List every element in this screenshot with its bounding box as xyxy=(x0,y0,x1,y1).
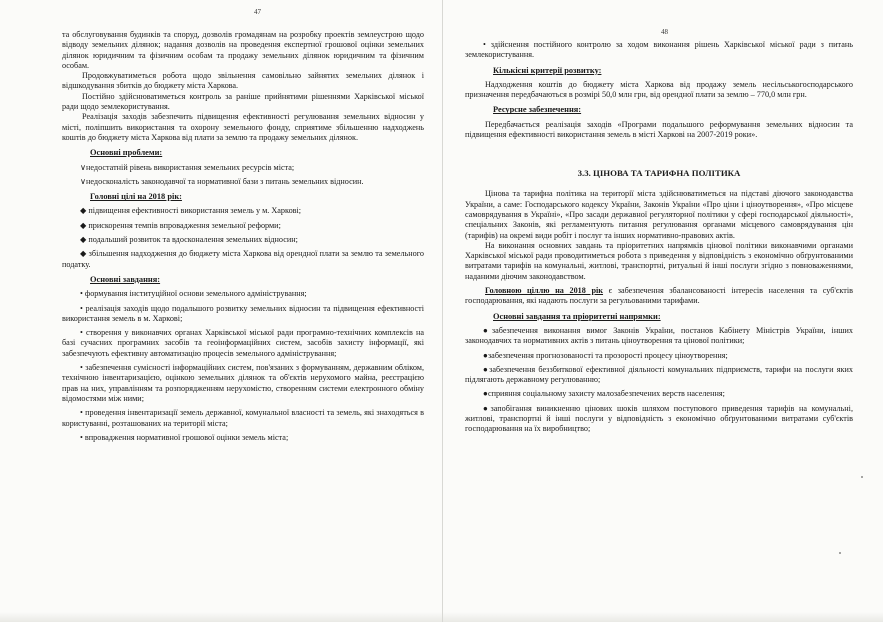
heading-directions: Основні завдання та пріоритетні напрямки: xyxy=(493,311,661,321)
goal-paragraph xyxy=(465,286,853,307)
right-page xyxy=(442,0,883,622)
goal-label: Головною ціллю на 2018 рік xyxy=(485,286,604,296)
paragraph: та обслуговування будинків та споруд, дозволів громадянам на розробку проектів землеустрою щодо відводу земельних ділянок; надання дозволів на проведення експертної грошової оцінки земельних ділянок юридичним та фізичним особам та продажу земельних ділянок юридичним та фізичним особам. xyxy=(62,30,424,70)
list-item: • забезпечення сумісності інформаційних систем, пов'язаних з формуванням, державним обліком, технічною інвентаризацією, оцінкою земельних ділянок та об'єктів нерухомого майна, реєстрацією прав на них, управлінням та розпорядженням нерухомістю, створенням системи електронного обміну відомостями між ними; xyxy=(62,363,424,403)
paragraph: Реалізація заходів забезпечить підвищення ефективності регулювання земельних відносин у місті, поліпшить використання та охорону земельного фонду, сприятиме збільшенню надходжень коштів до бюджету міста Харкова від плати за землю та продажу земельних ділянок. xyxy=(62,112,424,142)
list-item: ◆ збільшення надходження до бюджету міста Харкова від орендної плати за землю та земельного податку. xyxy=(62,249,424,269)
scan-speck xyxy=(839,552,841,554)
list-item: ◆ подальший розвиток та вдосконалення земельних відносин; xyxy=(80,235,298,245)
list-item: ●забезпечення прогнозованості та прозорості процесу ціноутворення; xyxy=(483,350,728,360)
heading-problems: Основні проблеми: xyxy=(90,148,163,158)
list-item: • створення у виконавчих органах Харківської міської ради програмно-технічних комплексів на базі сучасних програмних засобів та геоінформаційних систем, засобів захисту інформації, які забезпечують ефективну автоматизацію процесів земельного адміністрування; xyxy=(62,328,424,358)
paragraph: Надходження коштів до бюджету міста Харкова від продажу земель несільськогосподарського призначення передбачаються в розмірі 50,0 млн грн, від орендної плати за землю – 770,0 млн грн. xyxy=(465,79,853,100)
list-item: • впровадження нормативної грошової оцінки земель міста; xyxy=(80,432,289,442)
paragraph: Продовжуватиметься робота щодо звільнення самовільно зайнятих земельних ділянок і відшкодування збитків до бюджету міста Харкова. xyxy=(62,71,424,91)
goal-text: є забезпечення збалансованості інтересів населення та суб'єктів господарювання, які надають послуги за регульованими тарифами. xyxy=(465,286,853,306)
list-item: • реалізація заходів щодо подальшого розвитку земельних відносин та підвищення ефективності використання земель в м. Харкові; xyxy=(62,303,424,323)
heading-goals: Головні цілі на 2018 рік: xyxy=(90,192,182,202)
list-item: ●запобігання виникненню цінових шоків шляхом поступового приведення тарифів на комунальні, житлові, транспортні й інші послуги у відповідність з економічно обґрунтованими витратами суб'єктів господарювання на їх виробництво; xyxy=(465,403,853,434)
list-item: • здійснення постійного контролю за ходом виконання рішень Харківської міської ради з питань землекористування. xyxy=(465,40,853,60)
section-title: 3.3. ЦІНОВА ТА ТАРИФНА ПОЛІТИКА xyxy=(577,168,741,179)
scan-speck xyxy=(861,476,863,478)
list-item: ◆ підвищення ефективності використання земель у м. Харкові; xyxy=(80,206,302,216)
list-item: ●сприяння соціальному захисту малозабезпечених верств населення; xyxy=(483,389,725,399)
heading-criteria: Кількісні критерії розвитку: xyxy=(493,65,602,75)
page-number: 47 xyxy=(254,8,261,16)
page-edge-shadow xyxy=(443,612,883,622)
page-edge-shadow xyxy=(0,612,442,622)
list-item: • формування інституційної основи земельного адміністрування; xyxy=(80,289,307,299)
list-item: ●забезпечення беззбиткової ефективної діяльності комунальних підприємств, тарифи на послуги яких підлягають державному регулюванню; xyxy=(465,364,853,385)
heading-tasks: Основні завдання: xyxy=(90,274,161,284)
list-item: ●забезпечення виконання вимог Законів України, постанов Кабінету Міністрів України, інших законодавчих та нормативних актів з питань ціноутворення та цінової політики; xyxy=(465,325,853,346)
heading-resources: Ресурсне забезпечення: xyxy=(493,105,582,115)
list-item: ∨недосконалість законодавчої та нормативної бази з питань земельних відносин. xyxy=(80,176,364,186)
list-item: • проведення інвентаризації земель державної, комунальної власності та земель, які знаходяться в користуванні, розташованих на території міста; xyxy=(62,408,424,428)
paragraph: На виконання основних завдань та пріоритетних напрямків цінової політики виконавчими органами Харківської міської ради проводитиметься робота з приведення у відповідність з економічно обґрунтованими витратами тарифів на комунальні, житлові, транспортні, ритуальні й інші послуги згідно з повноваженнями, наданими діючим законодавством. xyxy=(465,240,853,281)
paragraph: Цінова та тарифна політика на території міста здійснюватиметься на підставі діючого законодавства України, а саме: Господарського кодексу України, Законів України «Про ціни і ціноутворення», «Про місцеве самоврядування в Україні», «Про засади державної регуляторної політики у сфері господарської діяльності», спеціальних Законів, які регламентують питання регулювання органами місцевого самоврядування цін (тарифів) на окремі види робіт і послуг та інших нормативно-правових актів. xyxy=(465,189,853,240)
page-number: 48 xyxy=(661,28,668,36)
paragraph: Постійно здійснюватиметься контроль за раніше прийнятими рішеннями Харківської міської ради щодо землекористування. xyxy=(62,91,424,112)
list-item: ◆ прискорення темпів впровадження земельної реформи; xyxy=(80,220,281,230)
list-item: ∨недостатній рівень використання земельних ресурсів міста; xyxy=(80,162,295,172)
paragraph: Передбачається реалізація заходів «Програми подальшого реформування земельних відносин та підвищення ефективності використання земель в місті Харкові на 2007-2019 роки». xyxy=(465,119,853,140)
